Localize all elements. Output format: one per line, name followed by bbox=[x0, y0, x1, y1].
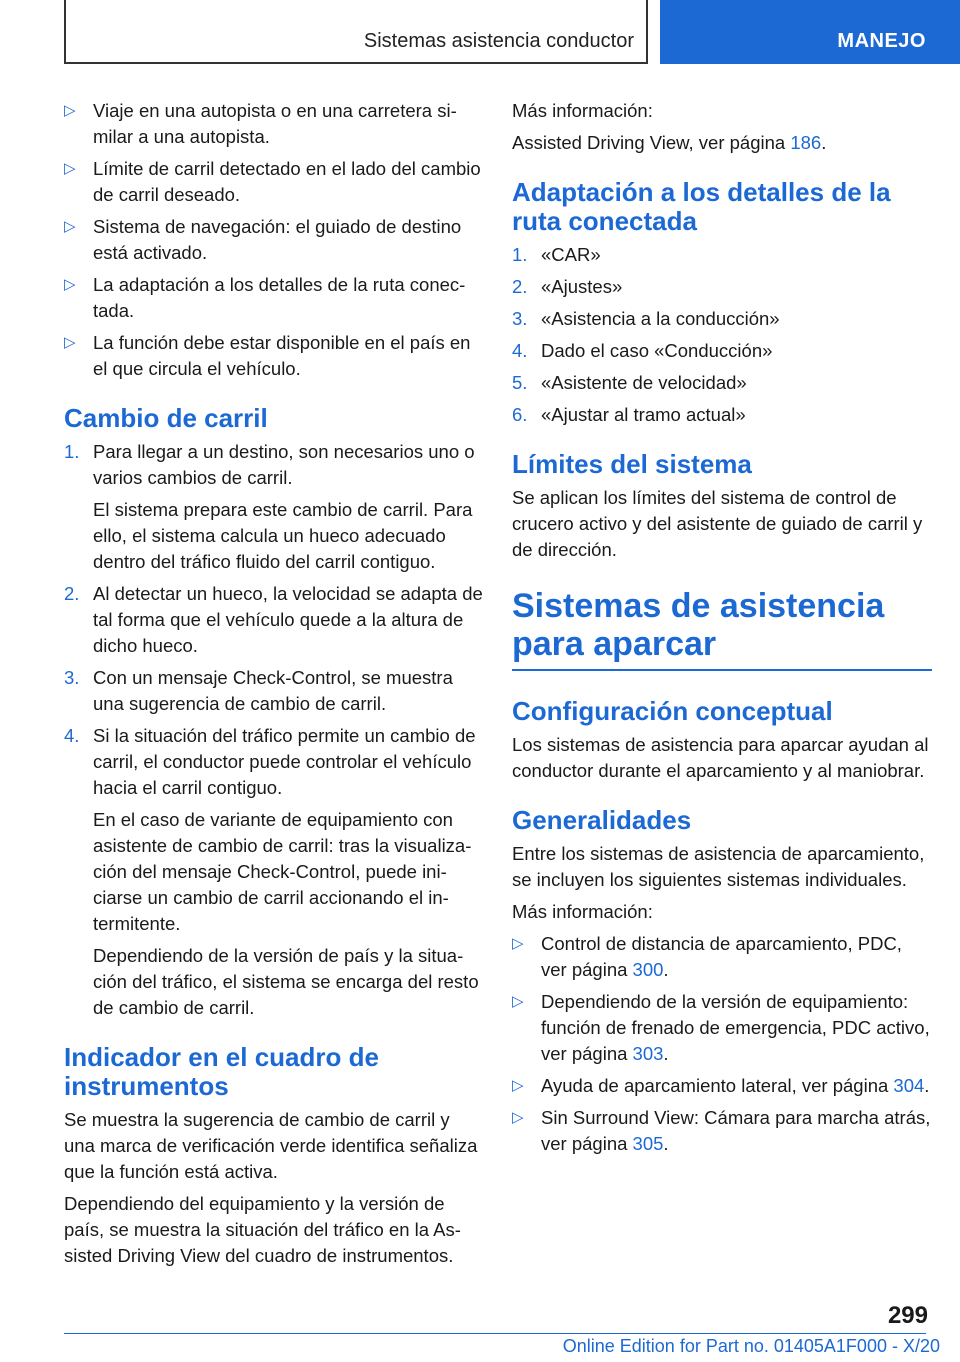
list-item: ▷ Dependiendo de la versión de equipamiento: función de frenado de emergencia, PDC activo, ver página 303. bbox=[512, 991, 930, 1064]
step-item: 4. Si la situación del tráfico permite un cambio de carril, el conductor puede controlar el vehículo hacia el carril contiguo. bbox=[64, 725, 476, 798]
page-link[interactable]: 186 bbox=[790, 132, 822, 153]
page-number: 299 bbox=[887, 1302, 928, 1329]
lane-change-heading: Cambio de carril bbox=[64, 403, 268, 433]
list-item: ▷ Viaje en una autopista o en una carretera similar a una autopista. bbox=[64, 100, 457, 147]
step-item: 1. «CAR» bbox=[512, 244, 601, 265]
page-link[interactable]: 300 bbox=[632, 959, 664, 980]
list-item: ▷ La adaptación a los detalles de la ruta conectada. bbox=[64, 274, 466, 321]
list-item: ▷ Sistema de navegación: el guiado de destino está activado. bbox=[64, 216, 462, 263]
limits-heading: Límites del sistema bbox=[512, 449, 752, 479]
concept-heading: Configuración conceptual bbox=[512, 696, 833, 726]
triangle-bullet-icon: ▷ bbox=[512, 935, 524, 952]
triangle-bullet-icon: ▷ bbox=[64, 218, 76, 235]
route-heading: Adaptación a los detalles de la ruta conectada bbox=[512, 177, 891, 236]
triangle-bullet-icon: ▷ bbox=[64, 276, 76, 293]
paragraph: Assisted Driving View, ver página 186. bbox=[512, 132, 827, 153]
step-item: 2. Al detectar un hueco, la velocidad se adapta de tal forma que el vehículo quede a la altura de dicho hueco. bbox=[64, 583, 483, 656]
paragraph: Se muestra la sugerencia de cambio de carril y una marca de verificación verde identifica señaliza que la función está activa. bbox=[64, 1109, 478, 1182]
general-heading: Generalidades bbox=[512, 805, 692, 835]
page-link[interactable]: 303 bbox=[632, 1043, 664, 1064]
more-info-label: Más información: bbox=[512, 100, 653, 121]
triangle-bullet-icon: ▷ bbox=[64, 334, 76, 351]
list-item: ▷ Ayuda de aparcamiento lateral, ver página 304. bbox=[512, 1073, 932, 1099]
step-note: En el caso de variante de equipamiento con asistente de cambio de carril: tras la visualización del mensaje Check-Control, puede iniciarse un cambio de carril accionando el intermitente. bbox=[93, 809, 472, 934]
step-note: El sistema prepara este cambio de carril. Para ello, el sistema calcula un hueco adecuado dentro del tráfico fluido del carril contiguo. bbox=[93, 499, 473, 572]
paragraph: Dependiendo del equipamiento y la versión de país, se muestra la situación del tráfico en la Assisted Driving View del cuadro de instrumentos. bbox=[64, 1193, 461, 1266]
paragraph: Entre los sistemas de asistencia de aparcamiento, se incluyen los siguientes sistemas individuales. bbox=[512, 843, 925, 890]
paragraph: Se aplican los límites del sistema de control de crucero activo y del asistente de guiado de carril y de dirección. bbox=[512, 487, 923, 560]
list-item: ▷ Control de distancia de aparcamiento, PDC, ver página 300. bbox=[512, 933, 902, 980]
right-column bbox=[512, 98, 932, 1163]
chapter-tab[interactable] bbox=[660, 0, 960, 64]
section-title: Sistemas asistencia conductor bbox=[363, 30, 634, 52]
step-item: 6. «Ajustar al tramo actual» bbox=[512, 404, 746, 425]
chapter-tab-label: MANEJO bbox=[837, 30, 926, 52]
step-note: Dependiendo de la versión de país y la situación del tráfico, el sistema se encarga del resto de cambio de carril. bbox=[93, 945, 479, 1018]
step-item: 2. «Ajustes» bbox=[512, 276, 623, 297]
step-item: 4. Dado el caso «Conducción» bbox=[512, 340, 773, 361]
more-info-label: Más información: bbox=[512, 901, 653, 922]
step-item: 5. «Asistente de velocidad» bbox=[512, 372, 747, 393]
header-box bbox=[64, 0, 648, 64]
triangle-bullet-icon: ▷ bbox=[512, 1077, 524, 1094]
footer-edition: Online Edition for Part no. 01405A1F000 - X/20 bbox=[562, 1336, 940, 1356]
indicator-heading: Indicador en el cuadro de instrumentos bbox=[64, 1042, 379, 1101]
triangle-bullet-icon: ▷ bbox=[64, 102, 76, 119]
list-item: ▷ La función debe estar disponible en el país en el que circula el vehículo. bbox=[64, 332, 471, 379]
step-item: 3. «Asistencia a la conducción» bbox=[512, 308, 780, 329]
step-item: 3. Con un mensaje Check-Control, se muestra una sugerencia de cambio de carril. bbox=[64, 667, 453, 714]
page-link[interactable]: 304 bbox=[893, 1075, 925, 1096]
triangle-bullet-icon: ▷ bbox=[64, 160, 76, 177]
triangle-bullet-icon: ▷ bbox=[512, 1109, 524, 1126]
left-column bbox=[64, 98, 484, 1275]
footer-divider bbox=[64, 1333, 926, 1334]
paragraph: Los sistemas de asistencia para aparcar ayudan al conductor durante el aparcamiento y al maniobrar. bbox=[512, 734, 929, 781]
parking-heading: Sistemas de asistencia para aparcar bbox=[512, 587, 932, 671]
page-link[interactable]: 305 bbox=[632, 1133, 664, 1154]
step-item: 1. Para llegar a un destino, son necesarios uno o varios cambios de carril. bbox=[64, 441, 475, 488]
triangle-bullet-icon: ▷ bbox=[512, 993, 524, 1010]
list-item: ▷ Sin Surround View: Cámara para marcha atrás, ver página 305. bbox=[512, 1107, 931, 1154]
list-item: ▷ Límite de carril detectado en el lado del cambio de carril deseado. bbox=[64, 158, 481, 205]
